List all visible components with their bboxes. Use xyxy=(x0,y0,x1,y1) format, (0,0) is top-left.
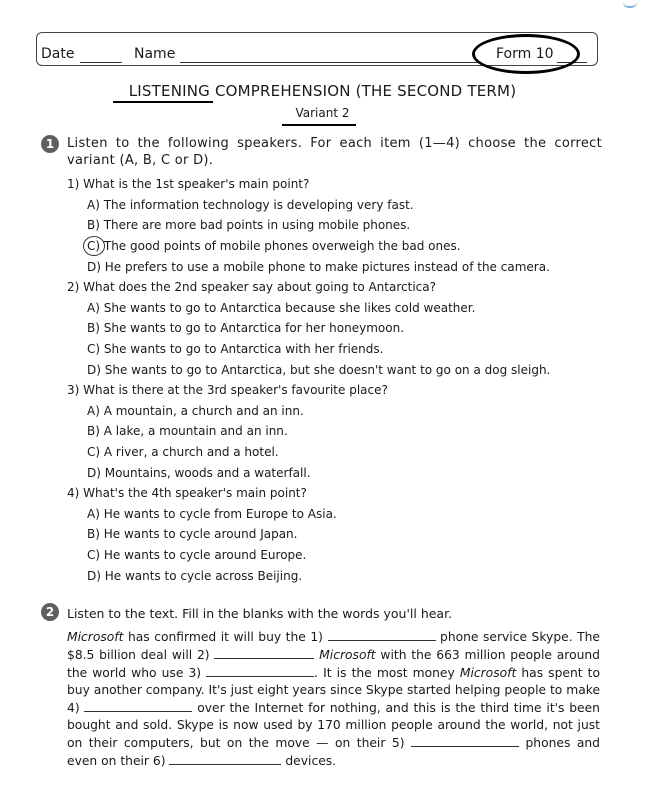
form-circle-mark xyxy=(472,34,580,74)
option-3b[interactable]: B) A lake, a mountain and an inn. xyxy=(87,424,288,438)
option-2b[interactable]: B) She wants to go to Antarctica for her honeymoon. xyxy=(87,321,405,335)
brand-word: Microsoft xyxy=(67,630,124,644)
task-1-instruction: Listen to the following speakers. For each item (1—4) choose the correct variant (A, B, C or D). xyxy=(67,136,602,168)
question-4: 4) What's the 4th speaker's main point? xyxy=(67,486,307,500)
task-2-number-icon: 2 xyxy=(41,603,59,621)
blank-4-field[interactable] xyxy=(84,699,192,712)
name-label: Name xyxy=(134,46,176,62)
task-1-number-icon: 1 xyxy=(41,135,59,153)
option-1c[interactable]: C) The good points of mobile phones overweigh the bad ones. xyxy=(87,239,461,253)
blank-2-field[interactable] xyxy=(214,646,314,659)
option-4a[interactable]: A) He wants to cycle from Europe to Asia. xyxy=(87,507,337,521)
option-4d[interactable]: D) He wants to cycle across Beijing. xyxy=(87,569,303,583)
title-underline xyxy=(113,101,213,103)
name-field[interactable] xyxy=(180,62,480,63)
text-segment: over the Internet for nothing, and this is the third time it's been bought and sold. Skype is now used by 170 million people around the world, not just on their computers, but on the move — on their 5) xyxy=(67,701,600,750)
option-1d[interactable]: D) He prefers to use a mobile phone to make pictures instead of the camera. xyxy=(87,260,550,274)
question-3: 3) What is there at the 3rd speaker's favourite place? xyxy=(67,383,388,397)
answer-circle-mark xyxy=(83,236,105,256)
blank-1-field[interactable] xyxy=(328,628,436,641)
option-2a[interactable]: A) She wants to go to Antarctica because she likes cold weather. xyxy=(87,301,476,315)
variant-underline xyxy=(282,124,356,126)
option-2c[interactable]: C) She wants to go to Antarctica with her friends. xyxy=(87,342,384,356)
blank-3-field[interactable] xyxy=(206,664,314,677)
brand-word: Microsoft xyxy=(319,648,376,662)
variant-label: Variant 2 xyxy=(295,106,350,120)
date-field[interactable] xyxy=(80,62,122,63)
question-1: 1) What is the 1st speaker's main point? xyxy=(67,177,310,191)
option-3d[interactable]: D) Mountains, woods and a waterfall. xyxy=(87,466,311,480)
form-label: Form 10 xyxy=(496,46,554,62)
text-segment: devices. xyxy=(285,754,337,768)
option-1b[interactable]: B) There are more bad points in using mobile phones. xyxy=(87,218,411,232)
task-2-text xyxy=(67,628,600,770)
option-4b[interactable]: B) He wants to cycle around Japan. xyxy=(87,527,298,541)
text-segment: has spent to buy another company. It's just eight years since Skype started helping people to make 4) xyxy=(67,666,601,715)
corner-logo-icon xyxy=(623,0,637,8)
text-segment: with the 663 million people around the world who use 3) xyxy=(67,648,600,680)
text-segment: phones and even on their 6) xyxy=(67,736,600,768)
brand-word: Microsoft xyxy=(459,666,517,680)
page-title: LISTENING COMPREHENSION (THE SECOND TERM) xyxy=(128,82,517,100)
question-2: 2) What does the 2nd speaker say about going to Antarctica? xyxy=(67,280,436,294)
blank-5-field[interactable] xyxy=(411,734,519,747)
text-segment: has confirmed it will buy the 1) xyxy=(127,630,323,644)
text-segment: . It is the most money xyxy=(314,666,455,680)
option-1a[interactable]: A) The information technology is developing very fast. xyxy=(87,198,414,212)
blank-6-field[interactable] xyxy=(169,752,281,765)
option-4c[interactable]: C) He wants to cycle around Europe. xyxy=(87,548,307,562)
text-segment: phone service Skype. The $8.5 billion deal will 2) xyxy=(67,630,600,662)
option-3c[interactable]: C) A river, a church and a hotel. xyxy=(87,445,279,459)
option-3a[interactable]: A) A mountain, a church and an inn. xyxy=(87,404,304,418)
date-label: Date xyxy=(41,46,75,62)
task-2-instruction: Listen to the text. Fill in the blanks with the words you'll hear. xyxy=(67,606,453,621)
option-2d[interactable]: D) She wants to go to Antarctica, but she doesn't want to go on a dog sleigh. xyxy=(87,363,551,377)
